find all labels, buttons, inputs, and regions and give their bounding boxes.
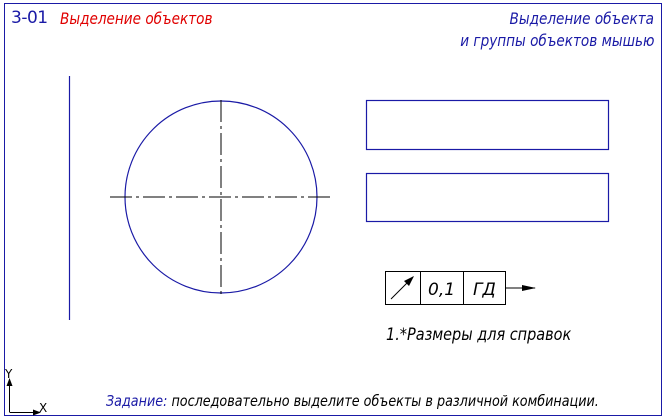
task-body: последовательно выделите объекты в различной комбинации. [167, 392, 599, 410]
task-label: Задание: [106, 392, 168, 410]
subtitle-line-1: Выделение объекта [509, 9, 654, 28]
drawing-code: 3-01 [11, 8, 48, 28]
rectangle-object-bottom[interactable] [367, 174, 609, 222]
sheet-frame [5, 4, 662, 416]
tolerance-value: 0,1 [428, 280, 456, 300]
reference-note[interactable]: 1.*Размеры для справок [386, 325, 572, 345]
inclination-arrow-icon [391, 276, 414, 299]
task-text [106, 394, 599, 409]
axis-y-label: Y [5, 367, 13, 381]
coordinate-axes-icon [7, 378, 42, 416]
rectangle-object-top[interactable] [367, 101, 609, 150]
tolerance-base: ГД [473, 280, 496, 300]
tolerance-frame[interactable] [386, 272, 537, 305]
axis-x-label: X [39, 401, 48, 415]
drawing-title: Выделение объектов [60, 9, 213, 28]
subtitle-line-2: и группы объектов мышью [459, 31, 654, 50]
leader-arrow-icon [506, 285, 537, 291]
